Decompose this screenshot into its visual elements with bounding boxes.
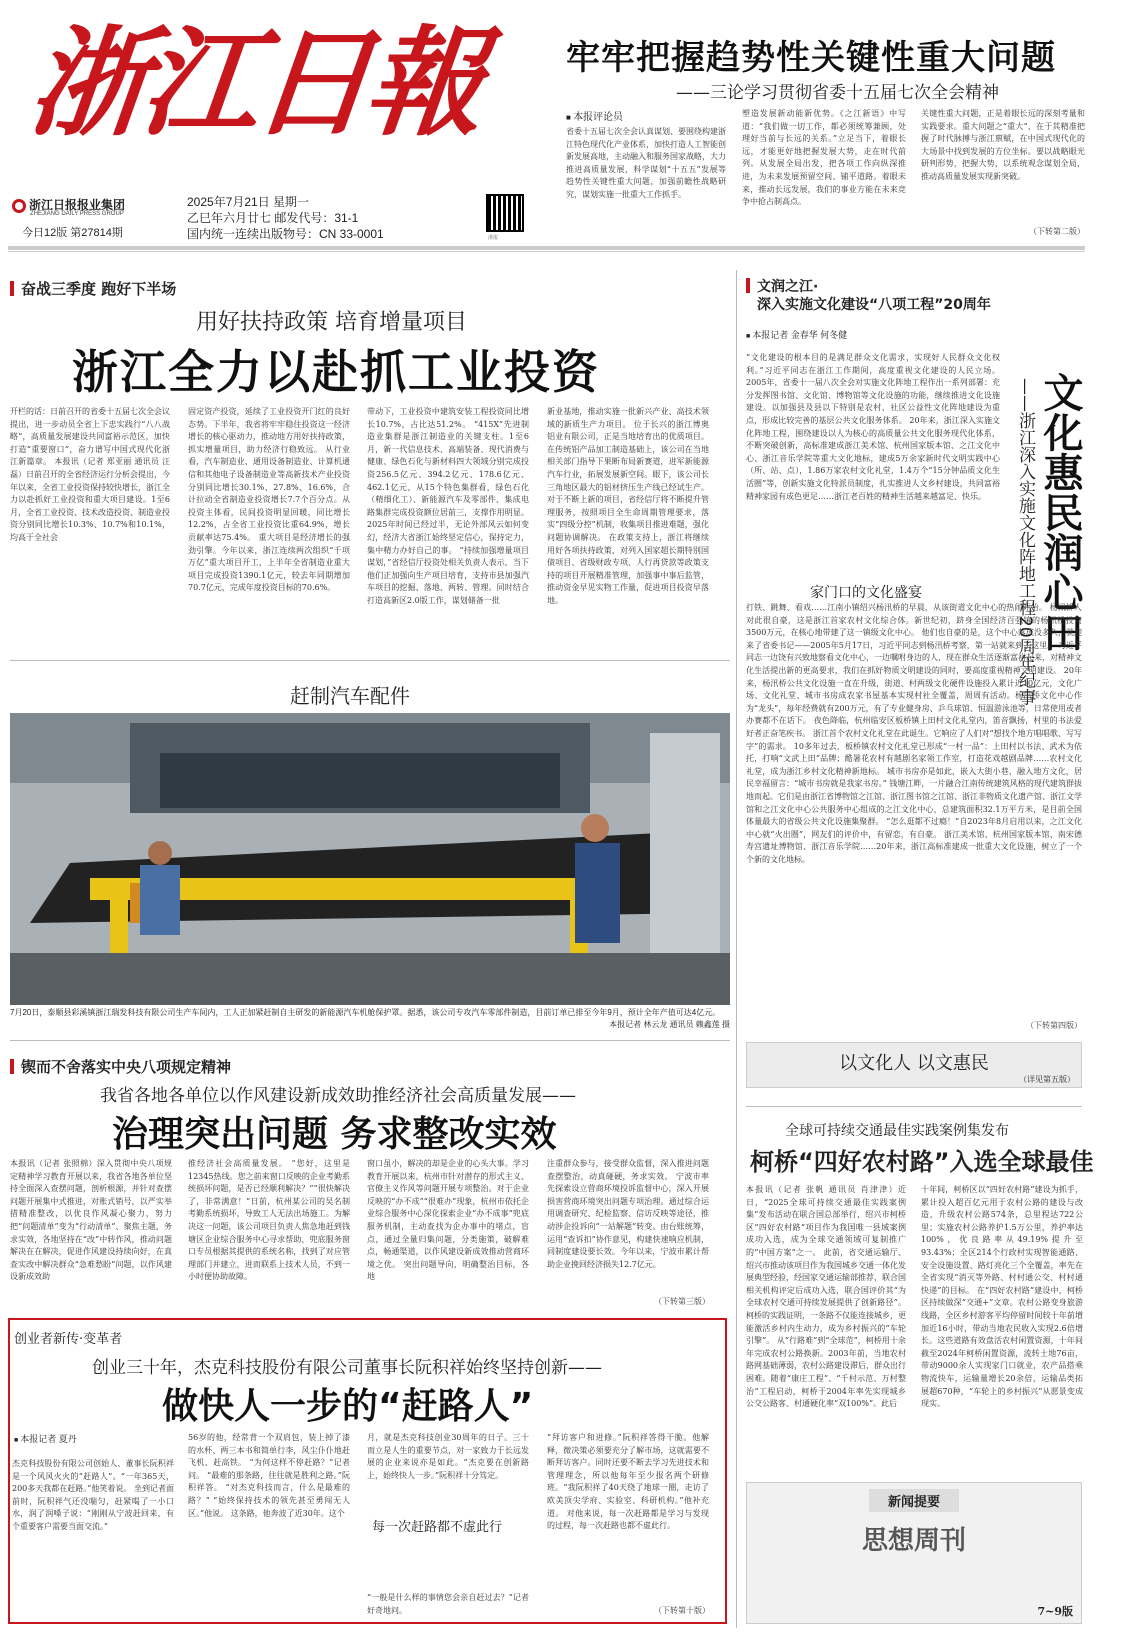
top-col-3: 关键性重大问题，正是着眼长远的深刻考量和实践要求。重大问题之“重大”，在于其精准把握了时代脉搏与浙江禀赋，在中国式现代化的大场景中找到发展的方位坐标。要以战略眼光研判形势，把握大势，以系统观念谋划全局，推动高质量发展实现新突破。 xyxy=(921,109,1085,181)
innovator-col-2: 56岁的他，经常背一个双肩包，装上掉了漆的水杯、两三本书和简单行李，风尘仆仆地赶飞机、赶高铁。 “为何这样不停赶路？”记者问。 “最难的那条路，往往就是胜利之路。”阮积祥答。 “对杰克科技而言，什么是最难的路？” “始终保持技术的领先甚至勇闯无人区。”他说。 这条路，他奔波了近30年。这个 xyxy=(188,1433,350,1518)
rules-col-4: 注重群众参与，接受群众监督，深入推进问题查摆整治，动真碰硬，务求实效。 宁波市率先探索设立营商环境投诉监督中心，深入开展损害营商环境突出问题专项治理。通过综合运用调查研究、纪检监察、信访反映等途径，推动涉企投诉向“一站解题”转变。由台账统筹，运用“查诉扣”协作意见，构建快速响应机制，同制度建设要长效。今年以来，宁波市累计帮助企业挽回经济损失12.7亿元。 xyxy=(547,1159,709,1269)
column-divider xyxy=(736,270,737,1628)
innovator-col-4: “拜访客户和进修。”阮积祥答得干脆。他解释，微决策必须要充分了解市场，这就需要不断拜访客户。同时还要不断去学习先进技术和管理理念，所以他每年至少报名两个研修班。“我阮积祥了40天绕了地球一圈，走访了欧美顶尖学府、实验室、科研机构。”他补充道。 对他来说，每一次赶路都是学习与发现的过程，每一次赶路也都不虚此行。 xyxy=(547,1433,709,1531)
divider-road xyxy=(746,1106,1082,1107)
innovator-more[interactable]: （下转第十版） xyxy=(654,1606,710,1615)
news-preview-title: 思想周刊 xyxy=(861,1526,966,1556)
news-preview-box[interactable] xyxy=(746,1482,1082,1624)
industry-kicker: 用好扶持政策 培育增量项目 xyxy=(196,310,467,335)
section-tag-rules: 锲而不舍落实中央八项规定精神 xyxy=(10,1056,231,1077)
photo-caption-text: 7月20日，泰顺县彩溪镇浙江瑞发科技有限公司生产车间内，工人正加紧赶制自主研发的新能源汽车机舱保护罩。据悉，该公司专攻汽车零部件制造，目前订单已排至今年9月，预计全年产值可达4亿元。 xyxy=(10,1008,721,1017)
innovator-col-3: 月，就是杰克科技创业30周年的日子。三十而立是人生的重要节点，对一家致力于长远发展的企业来说亦是如此。“杰克要在创新路上，始终快人一步。”阮积祥十分笃定。 xyxy=(367,1433,529,1480)
culture-more[interactable]: （下转第四版） xyxy=(1026,1021,1082,1030)
qr-caption: 浙报 xyxy=(488,235,499,241)
factory-photo[interactable] xyxy=(10,713,730,1005)
rules-col-2: 推经济社会高质量发展。 “您好，这里是12345热线。您之前来窗口反映的企业考勤系统损坏问题，是否已经顺利解决？”“很快解决了，非常满意！”日前，杭州某公司的吴名制考勤系统损坏，导致工人无法出场施工。为解决这一问题，该公司项目负责人焦急地赶到钱塘区企业综合服务中心寻求帮助，兜底服务窗口专员根据其提供的系统名称，找到了对应管理部门并建立，进而联系上技术人员，不到一小时便协助故障。 xyxy=(188,1159,350,1282)
cn-number: 国内统一连续出版物号：CN 33-0001 xyxy=(187,227,384,241)
culture-vertical-title[interactable]: 文化惠民润心田 xyxy=(1037,372,1083,652)
photo-caption xyxy=(10,1007,730,1031)
rules-kicker: 我省各地各单位以作风建设新成效助推经济社会高质量发展—— xyxy=(100,1086,576,1106)
news-preview-pages: 7~9版 xyxy=(1037,1605,1073,1618)
road-headline[interactable]: 柯桥“四好农村路”入选全球最佳 xyxy=(750,1148,1094,1176)
culture-subhead: 家门口的文化盛宴 xyxy=(810,585,922,601)
top-headline[interactable]: 牢牢把握趋势性关键性重大问题 xyxy=(566,38,1056,78)
industry-col-1: 开栏的话：日前召开的省委十五届七次全会议提出，进一步动员全省上下忠实践行“八八战略”，高质量发展建设共同富裕示范区，加快打造“重要窗口”，奋力谱写中国式现代化浙江新篇章。 本报讯（记者 郑亚丽 通讯员 汪磊）日前召开的全省经济运行分析会提出，今年以来，全省工业投资保持较快增长，浙江全力以赴抓好工业投资和重大项目建设。1至6月，全省工业投资、技术改造投资、制造业投资分别同比增长10.3%、10.7%和10.1%，均高于全社会 xyxy=(10,407,170,542)
industry-col-4: 新业基地，推动实施一批新兴产业、高技术领域的新质生产力项目。 位于长兴的浙江博奥铝业有限公司，正是当地培育出的优质项目。在传统铝产品加工制造基础上，该公司在当地相关部门指导下果断布局新赛道，进军新能源汽车行业，拓展发展新空间。眼下，该公司长三角地区最大的铝材挤压生产线已经试生产。 对于不断上新的项目，省经信厅将不断提升管理服务，按照项目全生命周期管理要求，落实“四级分控”机制，收集项目推进难题，强化问题协调解决。 在政策支持上，浙江将继续用好各项扶持政策，对列入国家超长期特别国债项目、省级财政专项、人行再贷款等政策支持的项目开展精准管理，加强事中事后监管，推动资金早见实物工作量，促进项目投资早落地。 xyxy=(547,407,709,605)
industry-headline[interactable]: 浙江全力以赴抓工业投资 xyxy=(72,345,600,399)
innovator-col-3-tail: “一般是什么样的事情您会亲自赶过去？”记者好奇地问。 xyxy=(367,1593,529,1615)
group-logo-icon xyxy=(12,199,26,213)
photo-credit: 本报记者 林云龙 通讯员 赖鑫莲 摄 xyxy=(609,1020,730,1029)
culture-box[interactable] xyxy=(746,1042,1082,1088)
industry-col-2: 固定资产投资，延续了工业投资开门红的良好态势。下半年，我省将牢牢稳住投资这一经济增长的核心驱动力，推动地方用好扶持政策，抓实增量项目，助力经济行稳致远。 从行业看，汽车制造业、通用设备制造业、计算机通信和其他电子设备制造业等高新技术产业投资分别同比增长30.1%、27.8%、16.6%，合计拉动全省制造业投资增长7.7个百分点。从投资主体看，民间投资明显回暖，同比增长12.2%，占全省工业投资比重64.9%，增长贡献率达75.4%。 重大项目是经济增长的强劲引擎。今年以来，浙江连续两次组织“千项万亿”重大项目开工，上半年全省制造业重大项目完成投资1390.1亿元，较去年同期增加70.7亿元，完成年度投资目标的70.6%。 xyxy=(188,407,350,593)
innovator-section: 创业者新传·变革者 xyxy=(14,1332,123,1347)
photo-title: 赶制汽车配件 xyxy=(290,684,410,708)
rules-headline[interactable]: 治理突出问题 务求整改实效 xyxy=(112,1114,557,1155)
industry-col-3: 带动下，工业投资中建筑安装工程投资同比增长10.7%，占比达51.2%。 “415X”先进制造业集群是浙江制造业的关键支柱。1至6月，新一代信息技术、高端装备、现代消费与健康、绿色石化与新材料四大领域分别完成投资256.5亿元、394.2亿元、178.6亿元、462.1亿元，从15个特色集群看，绿色石化（精细化工）、新能源汽车及零部件、集成电路集群完成投资额位居前三，支撑作用明显。 2025年时间已经过半，无论外部风云如何变幻，经济大省浙江始终坚定信心，保持定力，集中精力办好自己的事。 “持续加强增量项目谋划，”省经信厅投资处相关负责人表示，当下他们正加强向生产项目培育，支持市县加强汽车项目的挖掘、落地、两转、管理。同时结合打造高新区2.0版工作，谋划储备一批 xyxy=(367,407,529,605)
date: 2025年7月21日 星期一 xyxy=(187,195,310,209)
top-subhead: ——三论学习贯彻省委十五届七次全会精神 xyxy=(676,83,999,103)
rules-more[interactable]: （下转第三版） xyxy=(654,1297,710,1306)
culture-byline: ■ 本报记者 金春华 何冬健 xyxy=(746,330,848,340)
masthead-divider xyxy=(8,246,1085,252)
divider-rules xyxy=(10,1040,730,1041)
innovator-headline[interactable]: 做快人一步的“赶路人” xyxy=(162,1386,534,1427)
road-kicker: 全球可持续交通最佳实践案例集发布 xyxy=(785,1123,1009,1139)
culture-intro: “文化建设的根本目的是满足群众文化需求，实现好人民群众文化权利。”习近平同志在浙江工作期间，高度重视文化建设的人民立场。 2005年，省委十一届八次全会对实施文化阵地工程作出一系列部署：充分发挥图书馆、文化馆、博物馆等文化设施的功能，继续推进文化设施建设。以加强县及县以下特别是农村、社区公益性文化阵地建设为重点，形成比较完善的基层公共文化服务体系。 20年来，浙江深入实施文化阵地工程，围绕建设以人为核心的高质量公共文化服务现代化体系，不断突破创新，高标准建成浙江美术馆、杭州国家版本馆、之江文化中心、浙江音乐学院等重大文化地标，建成5万余家新时代文明实践中心（所、站、点），1.86万家农村文化礼堂，1.4万个“15分钟品质文化生活圈”等，创新实施文化特派员制度，扎实推进人文乡村建设，共同富裕精神家园有成色更足……浙江老百姓的精神生活越来越富足、快乐。 xyxy=(746,353,1000,501)
road-col-1: 本报讯（记者 张帆 通讯员 肖津津）近日，“2025全球可持续交通最佳实践案例集”发布活动在联合国总部举行，绍兴市柯桥区“四好农村路”项目作为我国唯一县域案例成功入选，成为全球交通领域可复制推广的“中国方案”之一。 此前，省交通运输厅、绍兴市推动该项目作为我国城乡交通一体化发展典型经验，经国家交通运输部推荐，联合国相关机构评定后成功入选，联合国评价其“为全球农村交通可持续发展提供了创新路径”。柯桥的实践证明，一条路不仅能连接城乡，更能激活乡村内生动力，成为乡村振兴的“车轮引擎”。 从“行路难”到“全球范”，柯桥用十余年完成农村公路换新。2003年前，当地农村路网基础薄弱，农村公路建设滞后，群众出行困难。随着“康庄工程”、“千村示范、万村整治”工程启动，柯桥于2004年率先实现城乡公交公路客、村通硬化率“双100%”。此后 xyxy=(746,1185,906,1409)
innovator-subhead: 每一次赶路都不虚此行 xyxy=(372,1520,503,1535)
group-name: 浙江日报报业集团 xyxy=(29,198,126,212)
divider-photo xyxy=(10,660,730,661)
newspaper-title: 浙江日報 xyxy=(22,13,486,152)
culture-section: 文润之江· 深入实施文化建设“八项工程”20周年 xyxy=(746,278,991,314)
top-col-1: 省委十五届七次全会认真谋划、要围绕构建浙江特色现代化产业体系，加快打造人工智能创新发展高地，主动融入和服务国家战略，大力推进高质量发展，科学谋划“十五五”发展等趋势性关键性重大问题，加强前瞻性战略研究，谋划实施一批重大工作抓手。 xyxy=(566,127,726,199)
culture-box-more: （详见第五版） xyxy=(1019,1075,1075,1084)
top-byline: ■ 本报评论员 xyxy=(566,112,624,123)
innovator-col-1: 杰克科技股份有限公司创始人、董事长阮积祥是一个风风火火的“赶路人”。“一年365天，200多天我都在赶路。”他笑着说。 坐到记者面前时，阮积祥气还没喘匀，赶紧喝了一小口水，润了润嗓子说：“刚刚从宁波赶回来，有个重要客户需要当面交流。” xyxy=(12,1459,174,1531)
masthead xyxy=(22,8,510,193)
top-more[interactable]: （下转第二版） xyxy=(1029,227,1085,236)
group-name-en: ZHEJIANG DAILY PRESS GROUP xyxy=(30,211,124,217)
section-tag-industry: 奋战三季度 跑好下半场 xyxy=(10,278,176,299)
qr-code-icon[interactable] xyxy=(486,194,524,232)
innovator-byline: ■ 本报记者 夏丹 xyxy=(14,1434,77,1444)
culture-body: 打铁、跳舞、看戏……江南小镇绍兴杨汛桥的早晨，从该街道文化中心的热闹开始。 杨汛桥人对此很自豪，这是浙江首家农村文化综合体。新世纪初，跻身全国经济百强镇的杨汛桥投资3500万元，在核心地带建了这一镇级文化中心。 他们也自豪的是，这个中心落成没多久，就迎来了省委书记——2005年5月17日，习近平同志到杨汛桥考察，第一站就来到了这里。 习近平同志一边饶有兴致地察看文化中心，一边嘱咐身边的人，现在群众生活逐渐富裕起来，对精神文化生活提出新的更高要求，我们在抓好物质文明建设的同时，要高度重视精神文明建设。 20年来，杨汛桥公共文化设施一直在升级，街道、村两级文化硬件设施投入累计近10亿元，文化广场、文化礼堂、城市书房成农家书屋基本实现村社全覆盖，周周有活动。杨汛桥文化中心作为“龙头”，每年经费就有200万元，有了专业健身房、乒乓球馆、恒温游泳池等，日常使用或者办赛都不在话下。 夜色降临，杭州临安区板桥镇上田村文化礼堂内，笛音飘扬，村里的书法爱好者正奋笔疾书。 浙江首个农村文化礼堂在此诞生。它响应了人们对“想找个地方唱唱歌、写写字”的需求。 10多年过去，板桥镇农村文化礼堂已形成“一村一品”：上田村以书法、武术为依托，打响“文武上田”品牌；酷暑花农村有越剧名家领工作室，打造花戏越剧品牌……农村文化礼堂，成为浙江乡村文化精神新地标。 城市书房亦是如此，嵌入大街小巷，融入地方文化，居民幸福留言：“城市书房就是我家书房。” 钱塘江畔，一片融合江南传统建筑风格的现代建筑群拔地而起。它们是由浙江省博物馆之江馆、浙江图书馆之江馆、浙江非物质文化遗产馆、浙江文学馆和之江文化中心公共服务中心组成的之江文化中心，总建筑面积32.1万平方米，是目前全国体量最大的省级公共文化设施集聚群。 “怎么逛都不过瘾！”自2023年8月启用以来，之江文化中心就“火出圈”，网友们的评价中，有留恋，有自豪。 浙江美术馆、杭州国家版本馆、南宋德寿宫遗址博物馆、浙江音乐学院……20年来，浙江高标准建成一批重大文化设施，树立了一个个新的文化地标。 xyxy=(746,603,1082,864)
dateline xyxy=(187,194,384,242)
culture-vertical-sub: ——浙江深入实施文化阵地工程20周年纪事 xyxy=(1015,378,1035,706)
innovator-kicker: 创业三十年，杰克科技股份有限公司董事长阮积祥始终坚持创新—— xyxy=(92,1358,602,1378)
news-preview-label: 新闻提要 xyxy=(869,1489,959,1512)
rules-col-3: 窗口虽小，解决的却是企业的心头大事。学习教育开展以来，杭州市针对潜存的形式主义、官僚主义作风等问题开展专项整治。对于企业反映的“办不成”“很难办”现象，杭州市依托企业综合服务中心深化探索企业“办不成事”兜底服务机制，主动查找为企办事中的堵点，盲点，通过全量归集问题，分类施策，破解难点，畅通渠道，以作风建设新成效推动营商环境之优。 突出问题导向，明确整治目标，各地 xyxy=(367,1159,529,1282)
rules-col-1: 本报讯（记者 张照棉）深入贯彻中央八项规定精神学习教育开展以来，我省各地各单位坚持全面深入查摆问题，剖析根源，并针对查摆问题开展集中式推进，对账式销号，以严实举措精准整改，以优良作风凝心聚力，努力把“问题清单”变为“行动清单”、聚焦主题，务求实效，各地坚持在“改”中转作风，推动问题解决在在解决，促进作风建设持续向好，在真查实改中解决群众“急难愁盼”问题，以作风建设新成效助 xyxy=(10,1159,172,1282)
lunar-date: 乙巳年六月廿七 邮发代号：31-1 xyxy=(187,211,359,225)
culture-box-title: 以文化人 以文惠民 xyxy=(839,1053,989,1074)
top-col-2: 塑造发展新动能新优势。《之江新语》中写道：“我们做一切工作，都必须统筹兼顾，处理好当前与长远的关系。”立足当下，着眼长远，才能更好地把握发展大势，走在时代前列。从发展全局出发，把各项工作向纵深推进，为未来发展预留空间、铺平道路。着眼未来，推动长远发展，我们的事业方能在未来竞争中抢占制高点。 xyxy=(742,109,906,207)
road-col-2: 十年间，柯桥区以“四好农村路”建设为抓手，累计投入超百亿元用于农村公路的建设与改造，升级农村公路574条，总里程达722公里；实施农村公路养护1.5万公里，养护率达100%，优良路率从49.19%提升至93.43%；全区214个行政村实现智能通路、安全设施设置、路灯亮化三个全覆盖，率先在全省实现“消灭等外路、村村通公交、村村通快递”的目标。 在“四好农村路”建设中，柯桥区持续做深“交通+”文章。农村公路变身旅游线路，全区乡村游客平均停留时间较十年前增加近16小时，带动当地农民收入实现2.6倍增长。这些道路有效盘活农村闲置资源，十年间截至2024年柯桥闲置资源，流转土地76亩，带动9000余人实现家门口就业，农产品搭乘物流快车，运输量增长20余倍，运输品类拓展超670种，“车轮上的乡村振兴”从愿景变成现实。 xyxy=(921,1185,1083,1409)
issue-number: 今日12版 第27814期 xyxy=(22,227,123,239)
factory-photo-illustration xyxy=(10,713,730,1005)
